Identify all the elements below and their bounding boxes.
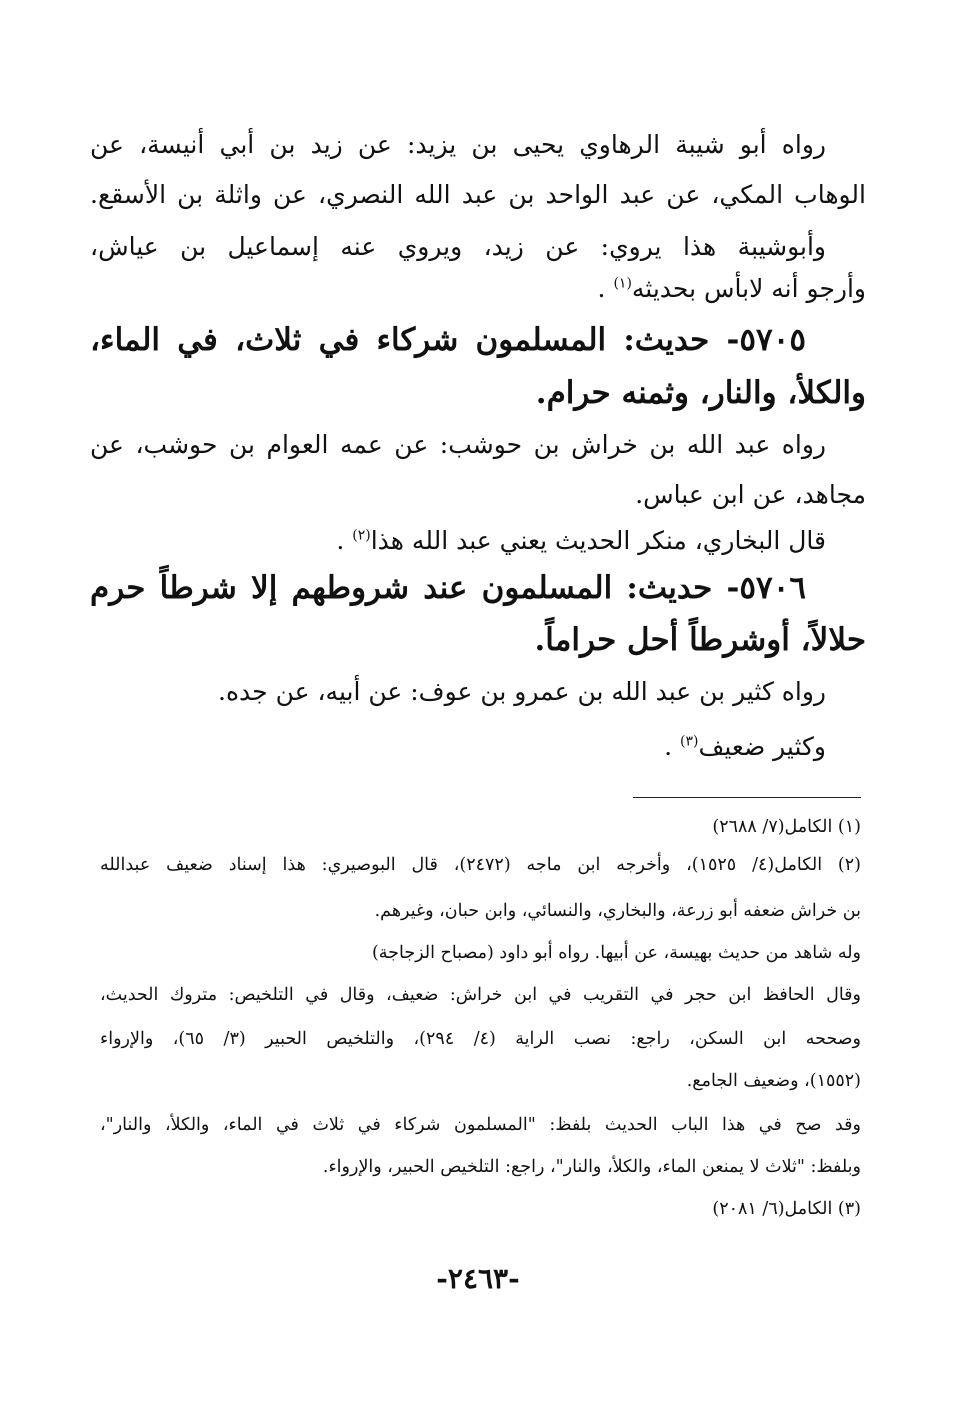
text-line (90, 730, 826, 764)
footnote-text: (١) الكامل(٧/ ٢٦٨٨) (712, 817, 861, 837)
footnote-text: بن خراش ضعفه أبو زرعة، والبخاري، والنسائي، وابن حبان، وغيرهم. (374, 901, 861, 921)
footnote-separator (633, 797, 861, 798)
footnote-line (100, 1068, 861, 1094)
hadith-heading (90, 568, 806, 608)
text-line-content: وكثير ضعيف (698, 732, 826, 761)
footnote-line (100, 982, 861, 1008)
text-line-content: رواه كثير بن عبد الله بن عمرو بن عوف: عن أبيه، عن جده. (218, 677, 826, 706)
text-line (90, 272, 866, 306)
footnote-text: وقال الحافظ ابن حجر في التقريب في ابن خراش: ضعيف، وقال في التلخيص: متروك الحديث، (100, 985, 861, 1005)
period: . (597, 274, 606, 303)
footnote-line (100, 1196, 861, 1222)
period: . (336, 526, 345, 555)
footnote-line (100, 852, 861, 878)
hadith-heading (90, 320, 806, 360)
hadith-heading-text: ٥٧٠٦- حديث: المسلمون عند شروطهم إلا شرطاً حرم (90, 570, 806, 606)
text-line (90, 478, 866, 512)
footnote-line (100, 1112, 861, 1138)
hadith-heading (90, 373, 866, 413)
footnote-text: وله شاهد من حديث بهيسة، عن أبيها. رواه أبو داود (مصباح الزجاجة) (371, 943, 861, 963)
footnote-text: وبلفظ: "ثلاث لا يمنعن الماء، والكلأ، والنار"، راجع: التلخيص الحبير، والإرواء. (322, 1157, 861, 1177)
footnote-text: (١٥٥٢)، وضعيف الجامع. (686, 1071, 861, 1091)
footnote-text: وصححه ابن السكن، راجع: نصب الراية (٤/ ٢٩٤)، والتلخيص الحبير (٣/ ٦٥)، والإرواء (100, 1029, 861, 1049)
text-line (90, 230, 826, 264)
hadith-heading-text: ٥٧٠٥- حديث: المسلمون شركاء في ثلاث، في الماء، (90, 322, 806, 358)
footnote-line (100, 814, 861, 840)
footnote-marker: (١) (613, 275, 632, 292)
footnote-marker: (٣) (680, 733, 699, 750)
hadith-heading-text: حلالاً، أوشرطاً أحل حراماً. (534, 622, 866, 658)
footnote-line (100, 940, 861, 966)
text-line (90, 178, 866, 212)
text-line-content: رواه عبد الله بن خراش بن حوشب: عن عمه العوام بن حوشب، عن (90, 430, 826, 459)
page-number: -٢٤٦٣- (436, 1262, 520, 1295)
text-line-content: وأبوشيبة هذا يروي: عن زيد، ويروي عنه إسماعيل بن عياش، (90, 232, 826, 261)
footnote-line (100, 898, 861, 924)
text-line-content: رواه أبو شيبة الرهاوي يحيى بن يزيد: عن زيد بن أبي أنيسة، عن (90, 130, 826, 159)
text-line-content: الوهاب المكي، عن عبد الواحد بن عبد الله النصري، عن واثلة بن الأسقع. (90, 180, 866, 209)
text-line-content: وأرجو أنه لابأس بحديثه (631, 274, 866, 303)
footnote-line (100, 1026, 861, 1052)
hadith-heading (90, 620, 866, 660)
text-line-content: مجاهد، عن ابن عباس. (635, 480, 866, 509)
period: . (664, 732, 673, 761)
footnote-text: وقد صح في هذا الباب الحديث بلفظ: "المسلمون شركاء في ثلاث في الماء، والكلأ، والنار"، (100, 1115, 861, 1135)
text-line (90, 675, 826, 709)
text-line (90, 128, 826, 162)
text-line-content: قال البخاري، منكر الحديث يعني عبد الله هذا (370, 526, 826, 555)
footnote-marker: (٢) (352, 527, 371, 544)
footnote-line (100, 1154, 861, 1180)
footnote-text: (٣) الكامل(٦/ ٢٠٨١) (712, 1199, 861, 1219)
text-line (90, 524, 826, 558)
hadith-heading-text: والكلأ، والنار، وثمنه حرام. (535, 375, 866, 411)
footnote-text: (٢) الكامل(٤/ ١٥٢٥)، وأخرجه ابن ماجه (٢٤٧٢)، قال البوصيري: هذا إسناد ضعيف عبدالله (100, 855, 861, 875)
text-line (90, 428, 826, 462)
